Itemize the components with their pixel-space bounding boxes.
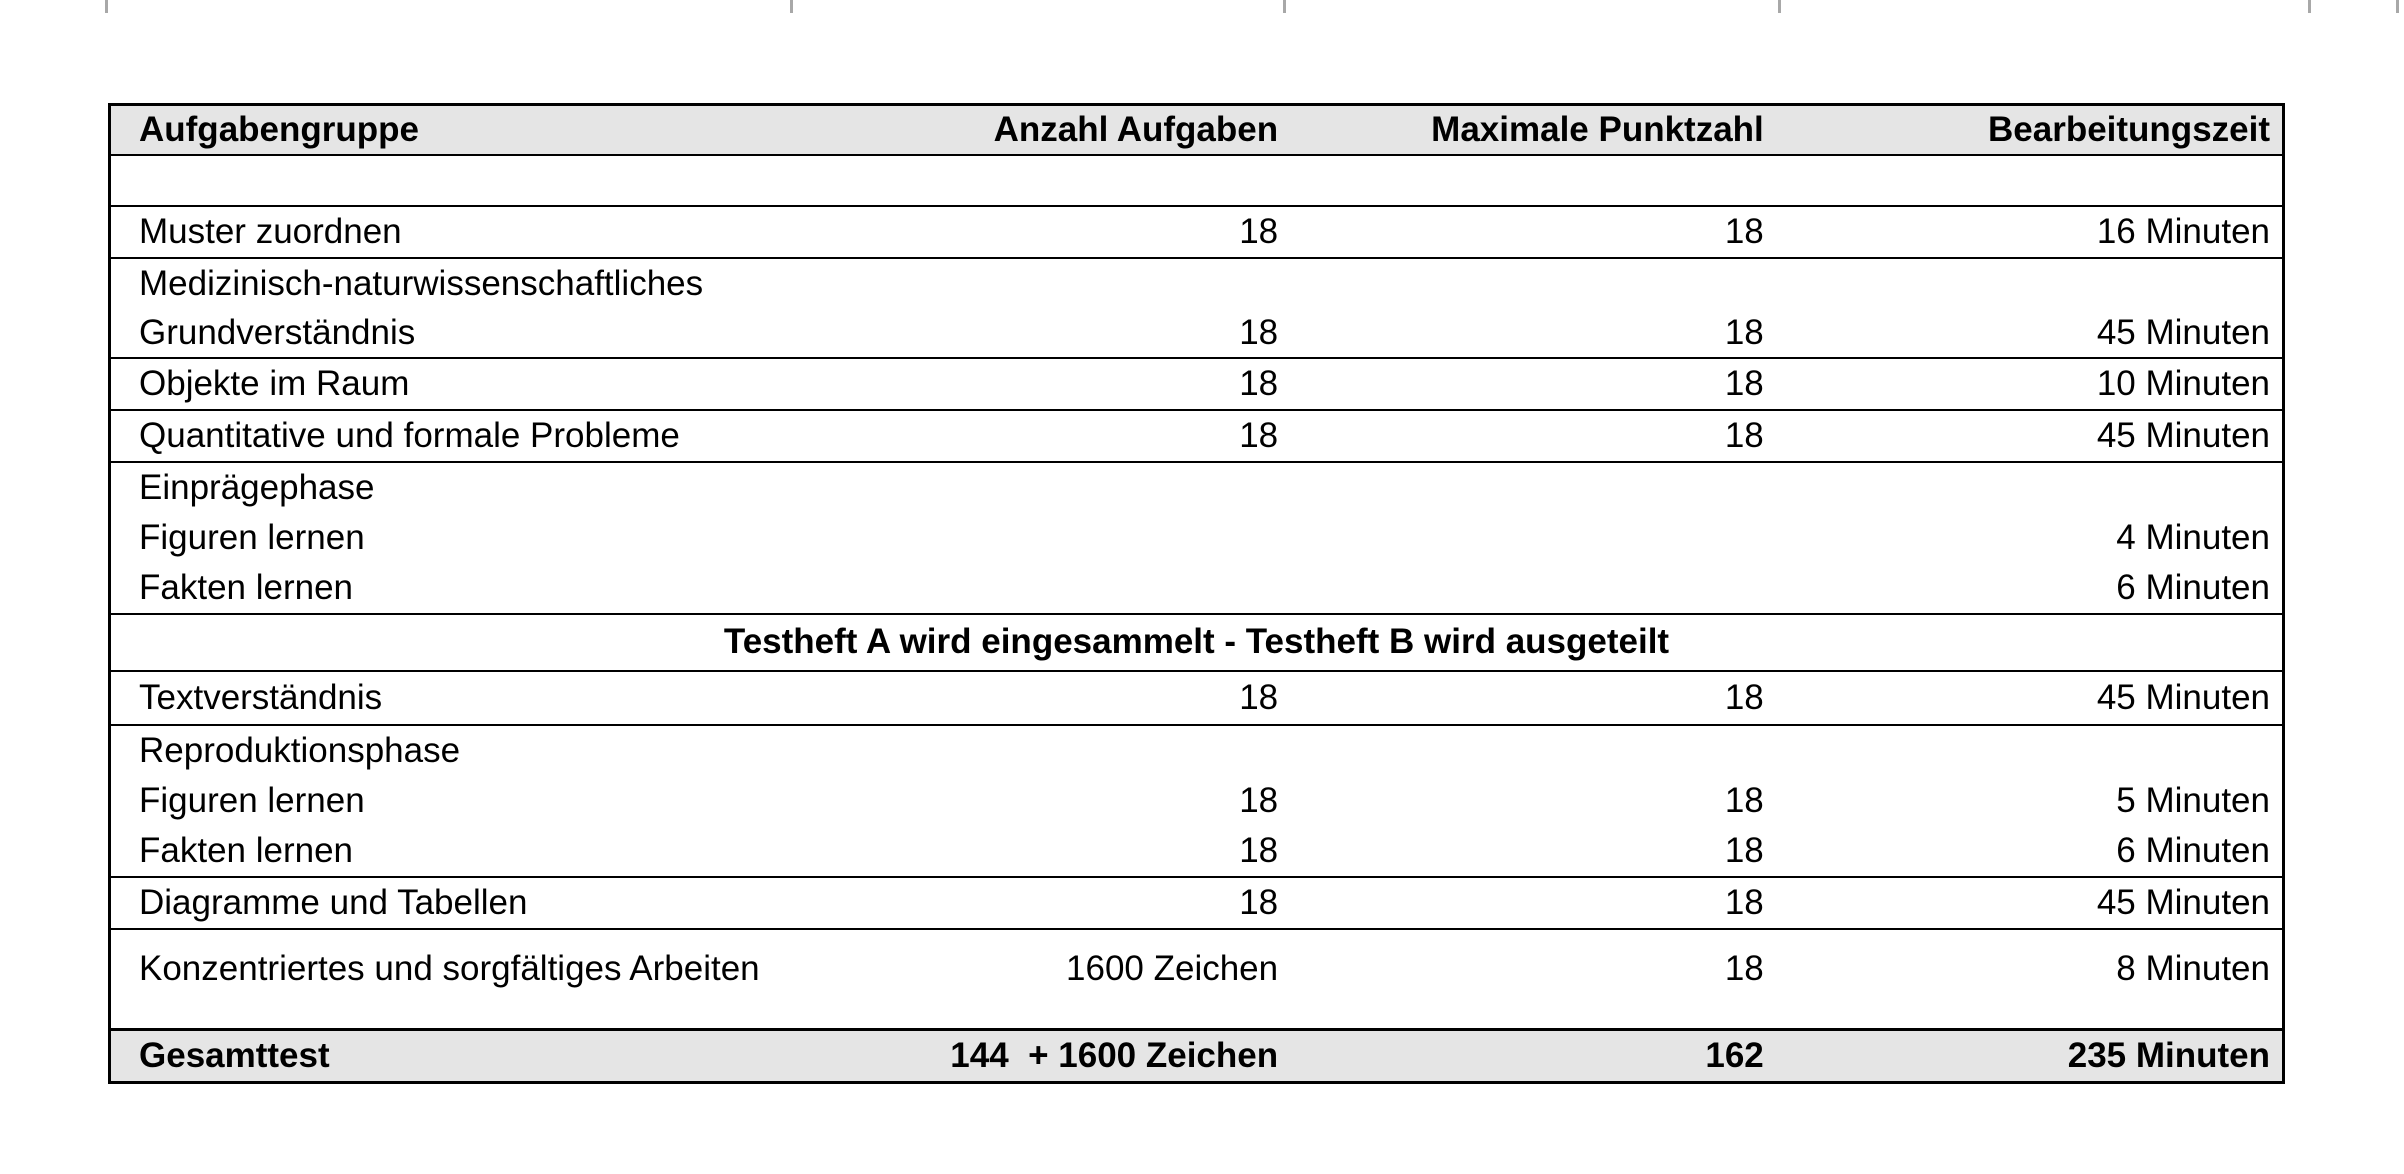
cell-r2-c3 [1776, 258, 2284, 358]
cell-line: Grundverständnis [139, 312, 416, 352]
cell-r9-c1 [800, 877, 1290, 929]
cell-line: Medizinisch-naturwissenschaftliches [139, 263, 704, 303]
cell-r1-c1 [800, 206, 1290, 258]
cell-line: 235 Minuten [2067, 1036, 2270, 1075]
cell-line: 18 [1724, 312, 1764, 352]
cell-line: 18 [1239, 830, 1279, 870]
body-row [110, 929, 2284, 1030]
cell-r1-c3 [1776, 206, 2284, 258]
cell-r7-c1 [800, 671, 1290, 725]
cell-r2-c0 [110, 258, 801, 358]
cell-r2-c1 [800, 258, 1290, 358]
cell-line: Objekte im Raum [139, 363, 410, 403]
cell-line: Diagramme und Tabellen [139, 882, 528, 922]
body-row [110, 725, 2284, 877]
spacer-cell [110, 155, 2284, 206]
cell-r11-c1 [800, 1030, 1290, 1083]
cell-r3-c0 [110, 358, 801, 410]
cell-line: 8 Minuten [2116, 948, 2270, 988]
ruler-tick [2308, 0, 2311, 13]
cell-line: 1600 Zeichen [1066, 948, 1279, 988]
body-row [110, 877, 2284, 929]
cell-r10-c3 [1776, 929, 2284, 1030]
cell-r3-c2 [1290, 358, 1776, 410]
column-header-bearbeitungszeit: Bearbeitungszeit [1776, 105, 2284, 155]
cell-line: 45 Minuten [2096, 415, 2270, 455]
ruler-tick [1283, 0, 1286, 13]
cell-r11-c0 [110, 1030, 801, 1083]
cell-line: 16 Minuten [2096, 211, 2270, 251]
cell-r2-c2 [1290, 258, 1776, 358]
cell-r11-c2 [1290, 1030, 1776, 1083]
cell-line [1290, 726, 1764, 776]
body-row [110, 671, 2284, 725]
cell-r1-c0 [110, 206, 801, 258]
cell-line: 5 Minuten [2116, 780, 2270, 820]
cell-line: 18 [1239, 677, 1279, 717]
cell-line: Muster zuordnen [139, 211, 402, 251]
body-row [110, 258, 2284, 358]
ruler-tick [105, 0, 108, 13]
cell-r4-c3 [1776, 410, 2284, 462]
cell-r4-c0 [110, 410, 801, 462]
cell-r5-c3 [1776, 462, 2284, 614]
cell-line: 6 Minuten [2116, 567, 2270, 607]
cell-line: Einprägephase [139, 467, 375, 507]
body-row [110, 358, 2284, 410]
cell-line: 18 [1239, 363, 1279, 403]
cell-line: 45 Minuten [2096, 882, 2270, 922]
cell-line: 18 [1239, 211, 1279, 251]
cell-line: Figuren lernen [139, 780, 365, 820]
ruler-tick [2396, 0, 2399, 13]
spacer-row [110, 155, 2284, 206]
cell-line [1290, 259, 1764, 308]
table-header-row [110, 105, 2284, 155]
cell-r1-c2 [1290, 206, 1776, 258]
cell-line [1290, 563, 1764, 613]
cell-line [800, 463, 1278, 513]
cell-line: 18 [1239, 780, 1279, 820]
column-header-maximale-punktzahl: Maximale Punktzahl [1290, 105, 1776, 155]
cell-line [800, 259, 1278, 308]
column-header-aufgabengruppe: Aufgabengruppe [110, 105, 801, 155]
cell-line: 45 Minuten [2096, 677, 2270, 717]
cell-r9-c2 [1290, 877, 1776, 929]
cell-line [800, 563, 1278, 613]
cell-line: Figuren lernen [139, 517, 365, 557]
column-header-anzahl-aufgaben: Anzahl Aufgaben [800, 105, 1290, 155]
ruler-tick [1778, 0, 1781, 13]
body-row [110, 206, 2284, 258]
merged-note-cell: Testheft A wird eingesammelt - Testheft B wird ausgeteilt [110, 614, 2284, 671]
cell-r10-c0 [110, 929, 801, 1030]
cell-r3-c3 [1776, 358, 2284, 410]
cell-r7-c2 [1290, 671, 1776, 725]
cell-r8-c3 [1776, 725, 2284, 877]
cell-line: 18 [1724, 882, 1764, 922]
cell-r10-c2 [1290, 929, 1776, 1030]
cell-line: Textverständnis [139, 677, 383, 717]
cell-line [1776, 259, 2270, 308]
cell-line: Konzentriertes und sorgfältiges Arbeiten [139, 948, 760, 988]
cell-r5-c2 [1290, 462, 1776, 614]
cell-r8-c2 [1290, 725, 1776, 877]
cell-line: 18 [1724, 415, 1764, 455]
cell-line: 18 [1724, 780, 1764, 820]
body-row [110, 462, 2284, 614]
cell-r10-c1 [800, 929, 1290, 1030]
cell-line: 18 [1724, 677, 1764, 717]
cell-line [1290, 513, 1764, 563]
cell-line: 10 Minuten [2096, 363, 2270, 403]
cell-line: 6 Minuten [2116, 830, 2270, 870]
merged-row [110, 614, 2284, 671]
cell-line: 18 [1239, 415, 1279, 455]
cell-r5-c0 [110, 462, 801, 614]
cell-r9-c0 [110, 877, 801, 929]
cell-line: Fakten lernen [139, 830, 354, 870]
cell-line: Gesamttest [139, 1036, 330, 1075]
cell-line: Quantitative und formale Probleme [139, 415, 680, 455]
cell-line: 18 [1239, 882, 1279, 922]
ruler-tick [790, 0, 793, 13]
cell-line: Reproduktionsphase [139, 730, 461, 770]
cell-r9-c3 [1776, 877, 2284, 929]
cell-line: 144 + 1600 Zeichen [950, 1036, 1279, 1075]
cell-r3-c1 [800, 358, 1290, 410]
footer-row [110, 1030, 2284, 1083]
cell-line: Fakten lernen [139, 567, 354, 607]
cell-r8-c0 [110, 725, 801, 877]
test-structure-table [108, 103, 2285, 1084]
cell-line: 18 [1724, 211, 1764, 251]
cell-line: 45 Minuten [2096, 312, 2270, 352]
body-row [110, 410, 2284, 462]
cell-line [800, 513, 1278, 563]
cell-line: 18 [1724, 363, 1764, 403]
cell-line: 162 [1705, 1036, 1764, 1075]
cell-line: 4 Minuten [2116, 517, 2270, 557]
table-body [110, 155, 2284, 1083]
cell-r4-c1 [800, 410, 1290, 462]
cell-line [1776, 726, 2270, 776]
cell-line [1776, 463, 2270, 513]
cell-line: 18 [1239, 312, 1279, 352]
cell-r7-c0 [110, 671, 801, 725]
cell-line [800, 726, 1278, 776]
cell-r4-c2 [1290, 410, 1776, 462]
cell-r8-c1 [800, 725, 1290, 877]
cell-line: 18 [1724, 830, 1764, 870]
cell-r5-c1 [800, 462, 1290, 614]
cell-r11-c3 [1776, 1030, 2284, 1083]
cell-line: 18 [1724, 948, 1764, 988]
cell-r7-c3 [1776, 671, 2284, 725]
cell-line [1290, 463, 1764, 513]
